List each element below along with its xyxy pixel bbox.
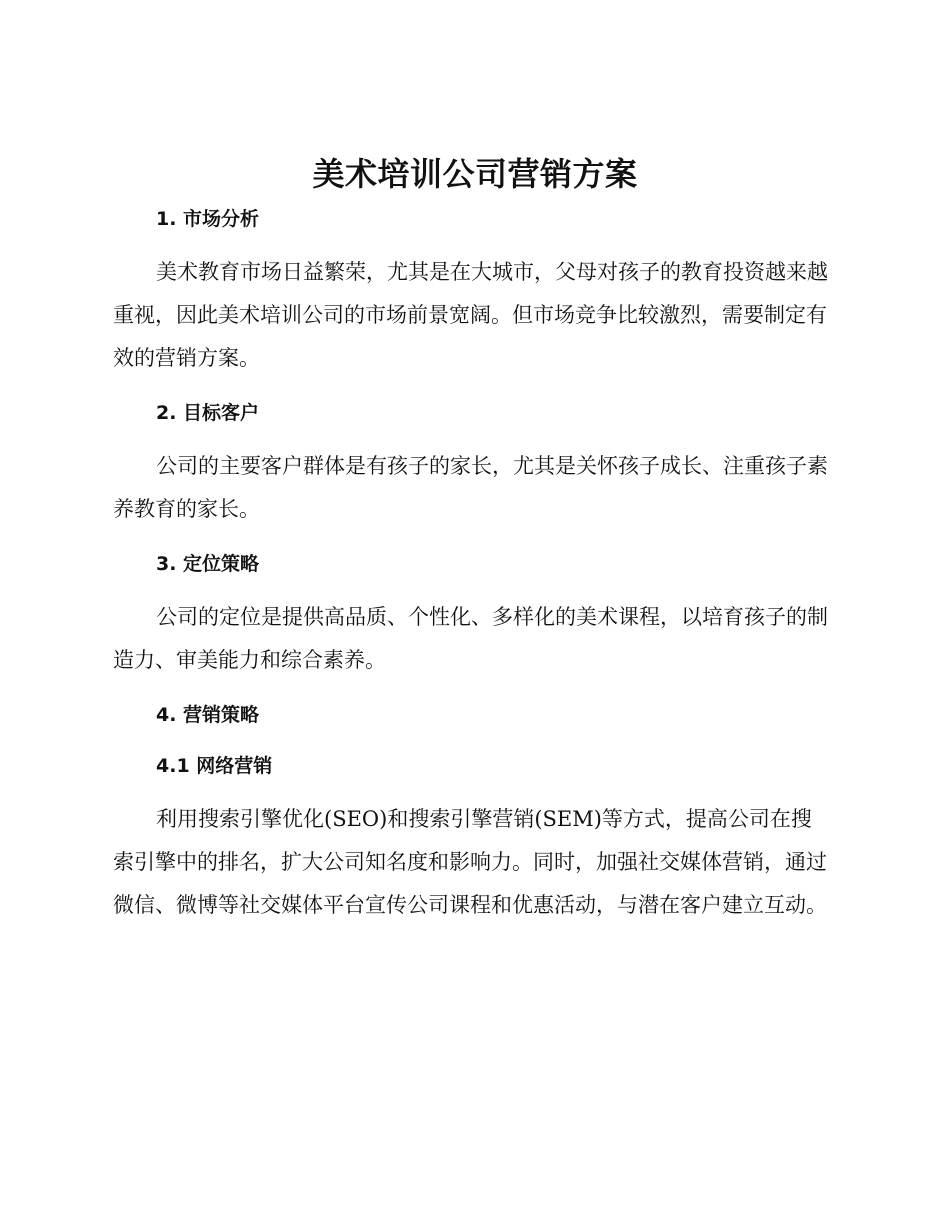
section-paragraph: 公司的主要客户群体是有孩子的家长，尤其是关怀孩子成长、注重孩子素养教育的家长。 [113, 454, 828, 521]
section-target-customers [113, 395, 830, 546]
document-body [113, 201, 830, 927]
section-online-marketing [113, 748, 830, 927]
section-market-analysis [113, 201, 830, 395]
section-heading: 4. 营销策略 [156, 704, 260, 726]
section-heading: 2. 目标客户 [156, 402, 260, 424]
section-marketing-strategy [113, 697, 830, 748]
section-positioning-strategy [113, 546, 830, 697]
section-paragraph: 美术教育市场日益繁荣，尤其是在大城市，父母对孩子的教育投资越来越重视，因此美术培训公司的市场前景宽阔。但市场竞争比较激烈，需要制定有效的营销方案。 [113, 260, 828, 370]
section-heading: 4.1 网络营销 [156, 755, 273, 777]
section-paragraph: 利用搜索引擎优化(SEO)和搜索引擎营销(SEM)等方式，提高公司在搜索引擎中的排名，扩大公司知名度和影响力。同时，加强社交媒体营销，通过微信、微博等社交媒体平台宣传公司课程和优惠活动，与潜在客户建立互动。 [113, 807, 827, 917]
document-title: 美术培训公司营销方案 [312, 155, 638, 193]
section-heading: 3. 定位策略 [156, 553, 260, 575]
section-paragraph: 公司的定位是提供高品质、个性化、多样化的美术课程，以培育孩子的制造力、审美能力和综合素养。 [113, 605, 828, 672]
section-heading: 1. 市场分析 [156, 208, 260, 230]
